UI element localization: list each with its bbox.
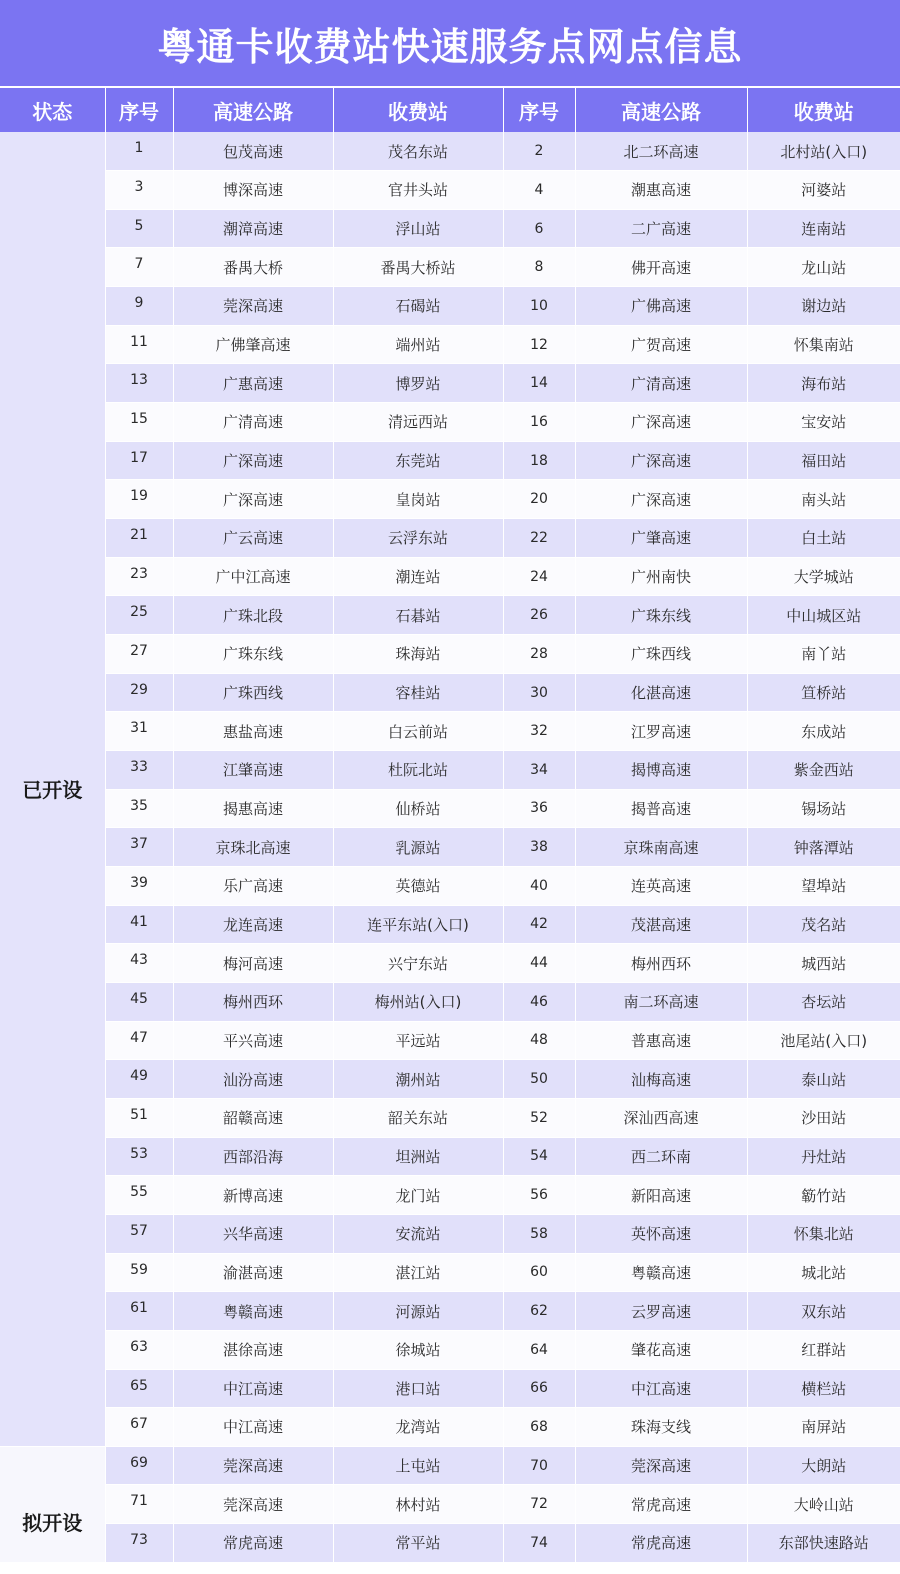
row-highway-right: 广珠东线 (575, 596, 747, 635)
table-row (0, 905, 900, 944)
table-row (0, 866, 900, 905)
row-station-right: 紫金西站 (747, 751, 900, 790)
row-number-right: 72 (503, 1485, 575, 1524)
row-highway-left: 梅河高速 (173, 944, 333, 983)
table-row (0, 1485, 900, 1524)
row-highway-left: 江肇高速 (173, 751, 333, 790)
row-highway-right: 广佛高速 (575, 287, 747, 326)
row-highway-right: 云罗高速 (575, 1292, 747, 1331)
row-station-right: 宝安站 (747, 403, 900, 442)
table-row (0, 828, 900, 867)
row-station-left: 韶关东站 (333, 1098, 503, 1137)
row-number-right: 70 (503, 1446, 575, 1485)
row-station-left: 东莞站 (333, 441, 503, 480)
row-highway-left: 莞深高速 (173, 287, 333, 326)
row-station-right: 泰山站 (747, 1060, 900, 1099)
table-row (0, 1214, 900, 1253)
row-number-right: 58 (503, 1214, 575, 1253)
row-number-left: 21 (105, 519, 173, 558)
row-number-right: 8 (503, 248, 575, 287)
row-number-right: 2 (503, 132, 575, 171)
header-number-left: 序号 (105, 88, 173, 132)
row-number-right: 50 (503, 1060, 575, 1099)
row-number-right: 42 (503, 905, 575, 944)
row-highway-right: 广深高速 (575, 441, 747, 480)
row-number-left: 59 (105, 1253, 173, 1292)
row-station-right: 沙田站 (747, 1098, 900, 1137)
row-number-right: 20 (503, 480, 575, 519)
row-station-right: 双东站 (747, 1292, 900, 1331)
row-station-left: 湛江站 (333, 1253, 503, 1292)
table-row (0, 1137, 900, 1176)
row-station-right: 大岭山站 (747, 1485, 900, 1524)
status-open: 已开设 (0, 132, 105, 1446)
row-number-right: 12 (503, 325, 575, 364)
row-station-left: 林村站 (333, 1485, 503, 1524)
row-station-left: 常平站 (333, 1524, 503, 1563)
row-highway-left: 渝湛高速 (173, 1253, 333, 1292)
row-highway-right: 深汕西高速 (575, 1098, 747, 1137)
row-number-left: 31 (105, 712, 173, 751)
table-row (0, 673, 900, 712)
table-row (0, 789, 900, 828)
row-number-left: 43 (105, 944, 173, 983)
row-highway-left: 韶赣高速 (173, 1098, 333, 1137)
row-number-left: 9 (105, 287, 173, 326)
row-number-left: 57 (105, 1214, 173, 1253)
table-row (0, 1292, 900, 1331)
table-row (0, 557, 900, 596)
row-number-left: 71 (105, 1485, 173, 1524)
row-highway-left: 广珠北段 (173, 596, 333, 635)
table-body (0, 132, 900, 1562)
row-number-left: 61 (105, 1292, 173, 1331)
row-highway-left: 广惠高速 (173, 364, 333, 403)
row-number-right: 22 (503, 519, 575, 558)
row-station-right: 南屏站 (747, 1408, 900, 1447)
row-station-left: 连平东站(入口) (333, 905, 503, 944)
row-station-left: 英德站 (333, 866, 503, 905)
header-number-right: 序号 (503, 88, 575, 132)
row-highway-left: 粤赣高速 (173, 1292, 333, 1331)
row-highway-left: 广珠西线 (173, 673, 333, 712)
row-station-left: 杜阮北站 (333, 751, 503, 790)
row-highway-left: 莞深高速 (173, 1485, 333, 1524)
row-highway-left: 梅州西环 (173, 982, 333, 1021)
header-highway-right: 高速公路 (575, 88, 747, 132)
row-highway-right: 南二环高速 (575, 982, 747, 1021)
table-row (0, 751, 900, 790)
row-highway-left: 兴华高速 (173, 1214, 333, 1253)
status-planned: 拟开设 (0, 1446, 105, 1562)
table-row (0, 944, 900, 983)
row-highway-right: 江罗高速 (575, 712, 747, 751)
table-row (0, 1524, 900, 1563)
row-number-left: 67 (105, 1408, 173, 1447)
row-station-right: 东成站 (747, 712, 900, 751)
row-highway-right: 广州南快 (575, 557, 747, 596)
table-row (0, 1446, 900, 1485)
row-highway-right: 西二环南 (575, 1137, 747, 1176)
row-highway-right: 广深高速 (575, 403, 747, 442)
row-highway-left: 乐广高速 (173, 866, 333, 905)
row-station-left: 龙湾站 (333, 1408, 503, 1447)
row-highway-left: 番禺大桥 (173, 248, 333, 287)
row-highway-left: 中江高速 (173, 1369, 333, 1408)
row-number-left: 47 (105, 1021, 173, 1060)
table-row (0, 403, 900, 442)
row-number-right: 16 (503, 403, 575, 442)
table-row (0, 248, 900, 287)
row-highway-right: 连英高速 (575, 866, 747, 905)
row-station-right: 北村站(入口) (747, 132, 900, 171)
table-row (0, 209, 900, 248)
table-row (0, 480, 900, 519)
row-number-left: 25 (105, 596, 173, 635)
row-number-left: 41 (105, 905, 173, 944)
row-highway-left: 莞深高速 (173, 1446, 333, 1485)
row-highway-right: 化湛高速 (575, 673, 747, 712)
row-number-right: 18 (503, 441, 575, 480)
row-station-right: 大朗站 (747, 1446, 900, 1485)
row-number-left: 37 (105, 828, 173, 867)
row-number-right: 14 (503, 364, 575, 403)
row-number-right: 62 (503, 1292, 575, 1331)
row-highway-right: 中江高速 (575, 1369, 747, 1408)
table-row (0, 364, 900, 403)
row-station-right: 池尾站(入口) (747, 1021, 900, 1060)
row-station-left: 博罗站 (333, 364, 503, 403)
row-highway-left: 新博高速 (173, 1176, 333, 1215)
row-station-left: 石碣站 (333, 287, 503, 326)
row-station-right: 南丫站 (747, 635, 900, 674)
row-number-left: 49 (105, 1060, 173, 1099)
row-station-right: 龙山站 (747, 248, 900, 287)
row-highway-left: 广珠东线 (173, 635, 333, 674)
row-station-right: 茂名站 (747, 905, 900, 944)
row-station-left: 坦洲站 (333, 1137, 503, 1176)
table-row (0, 1253, 900, 1292)
row-highway-right: 常虎高速 (575, 1485, 747, 1524)
row-station-right: 怀集北站 (747, 1214, 900, 1253)
row-highway-right: 揭博高速 (575, 751, 747, 790)
service-point-table (0, 88, 900, 1563)
row-station-right: 杏坛站 (747, 982, 900, 1021)
row-highway-left: 汕汾高速 (173, 1060, 333, 1099)
row-highway-left: 湛徐高速 (173, 1330, 333, 1369)
row-highway-right: 广清高速 (575, 364, 747, 403)
row-number-left: 29 (105, 673, 173, 712)
table-row (0, 1176, 900, 1215)
row-station-left: 端州站 (333, 325, 503, 364)
row-number-right: 52 (503, 1098, 575, 1137)
row-station-right: 钟落潭站 (747, 828, 900, 867)
row-highway-right: 北二环高速 (575, 132, 747, 171)
row-highway-left: 西部沿海 (173, 1137, 333, 1176)
row-highway-left: 京珠北高速 (173, 828, 333, 867)
table-row (0, 1021, 900, 1060)
row-number-left: 55 (105, 1176, 173, 1215)
row-highway-left: 广云高速 (173, 519, 333, 558)
table-row (0, 171, 900, 210)
header-highway-left: 高速公路 (173, 88, 333, 132)
table-row (0, 519, 900, 558)
row-number-right: 32 (503, 712, 575, 751)
table-row (0, 712, 900, 751)
table-row (0, 1408, 900, 1447)
row-station-right: 谢边站 (747, 287, 900, 326)
row-highway-right: 珠海支线 (575, 1408, 747, 1447)
row-station-left: 浮山站 (333, 209, 503, 248)
row-number-right: 56 (503, 1176, 575, 1215)
row-highway-right: 京珠南高速 (575, 828, 747, 867)
row-station-left: 徐城站 (333, 1330, 503, 1369)
row-station-right: 中山城区站 (747, 596, 900, 635)
header-station-right: 收费站 (747, 88, 900, 132)
row-station-right: 白土站 (747, 519, 900, 558)
row-station-left: 河源站 (333, 1292, 503, 1331)
row-number-right: 24 (503, 557, 575, 596)
row-station-left: 容桂站 (333, 673, 503, 712)
row-number-left: 1 (105, 132, 173, 171)
row-number-left: 7 (105, 248, 173, 287)
row-number-right: 30 (503, 673, 575, 712)
row-number-right: 68 (503, 1408, 575, 1447)
row-station-right: 福田站 (747, 441, 900, 480)
row-station-left: 平远站 (333, 1021, 503, 1060)
row-station-left: 番禺大桥站 (333, 248, 503, 287)
row-highway-left: 龙连高速 (173, 905, 333, 944)
row-number-right: 44 (503, 944, 575, 983)
row-number-left: 39 (105, 866, 173, 905)
row-station-right: 河婆站 (747, 171, 900, 210)
row-number-right: 10 (503, 287, 575, 326)
row-station-right: 城北站 (747, 1253, 900, 1292)
row-number-right: 4 (503, 171, 575, 210)
row-highway-left: 博深高速 (173, 171, 333, 210)
row-station-right: 连南站 (747, 209, 900, 248)
row-highway-right: 粤赣高速 (575, 1253, 747, 1292)
table-row (0, 287, 900, 326)
row-number-left: 69 (105, 1446, 173, 1485)
row-station-left: 上屯站 (333, 1446, 503, 1485)
row-station-left: 安流站 (333, 1214, 503, 1253)
row-number-right: 36 (503, 789, 575, 828)
row-highway-left: 惠盐高速 (173, 712, 333, 751)
row-station-left: 梅州站(入口) (333, 982, 503, 1021)
row-highway-right: 广贺高速 (575, 325, 747, 364)
table-row (0, 132, 900, 171)
row-station-left: 官井头站 (333, 171, 503, 210)
row-station-right: 东部快速路站 (747, 1524, 900, 1563)
row-highway-right: 佛开高速 (575, 248, 747, 287)
row-station-left: 仙桥站 (333, 789, 503, 828)
table-row (0, 1060, 900, 1099)
table-row (0, 982, 900, 1021)
row-station-left: 乳源站 (333, 828, 503, 867)
row-station-right: 簕竹站 (747, 1176, 900, 1215)
row-station-left: 珠海站 (333, 635, 503, 674)
row-number-right: 40 (503, 866, 575, 905)
row-number-right: 74 (503, 1524, 575, 1563)
row-highway-right: 新阳高速 (575, 1176, 747, 1215)
row-station-right: 笪桥站 (747, 673, 900, 712)
row-station-right: 南头站 (747, 480, 900, 519)
row-highway-right: 潮惠高速 (575, 171, 747, 210)
row-highway-left: 广清高速 (173, 403, 333, 442)
row-highway-right: 普惠高速 (575, 1021, 747, 1060)
row-number-left: 19 (105, 480, 173, 519)
row-number-right: 38 (503, 828, 575, 867)
table-row (0, 1330, 900, 1369)
row-highway-right: 肇花高速 (575, 1330, 747, 1369)
row-highway-left: 中江高速 (173, 1408, 333, 1447)
row-station-left: 石碁站 (333, 596, 503, 635)
row-station-right: 红群站 (747, 1330, 900, 1369)
row-station-right: 锡场站 (747, 789, 900, 828)
row-number-left: 27 (105, 635, 173, 674)
row-station-left: 白云前站 (333, 712, 503, 751)
row-number-left: 3 (105, 171, 173, 210)
row-highway-right: 莞深高速 (575, 1446, 747, 1485)
table-row (0, 1098, 900, 1137)
row-station-left: 港口站 (333, 1369, 503, 1408)
table-row (0, 325, 900, 364)
row-number-right: 46 (503, 982, 575, 1021)
row-number-right: 28 (503, 635, 575, 674)
row-highway-left: 常虎高速 (173, 1524, 333, 1563)
table-row (0, 596, 900, 635)
row-highway-left: 广深高速 (173, 441, 333, 480)
row-highway-left: 广深高速 (173, 480, 333, 519)
row-station-right: 望埠站 (747, 866, 900, 905)
row-highway-right: 汕梅高速 (575, 1060, 747, 1099)
table-row (0, 441, 900, 480)
row-station-left: 清远西站 (333, 403, 503, 442)
row-number-left: 11 (105, 325, 173, 364)
row-highway-left: 潮漳高速 (173, 209, 333, 248)
row-number-left: 33 (105, 751, 173, 790)
row-number-right: 48 (503, 1021, 575, 1060)
row-station-right: 横栏站 (747, 1369, 900, 1408)
table-row (0, 1369, 900, 1408)
row-highway-right: 英怀高速 (575, 1214, 747, 1253)
row-station-right: 城西站 (747, 944, 900, 983)
row-highway-right: 常虎高速 (575, 1524, 747, 1563)
table-row (0, 635, 900, 674)
row-station-left: 茂名东站 (333, 132, 503, 171)
row-number-left: 53 (105, 1137, 173, 1176)
row-number-left: 63 (105, 1330, 173, 1369)
row-highway-right: 广肇高速 (575, 519, 747, 558)
row-highway-right: 广珠西线 (575, 635, 747, 674)
row-number-right: 26 (503, 596, 575, 635)
header-status: 状态 (0, 88, 105, 132)
row-highway-right: 揭普高速 (575, 789, 747, 828)
row-highway-right: 广深高速 (575, 480, 747, 519)
row-number-left: 73 (105, 1524, 173, 1563)
row-number-right: 34 (503, 751, 575, 790)
row-highway-right: 梅州西环 (575, 944, 747, 983)
row-number-right: 66 (503, 1369, 575, 1408)
row-station-right: 大学城站 (747, 557, 900, 596)
row-station-left: 龙门站 (333, 1176, 503, 1215)
row-highway-left: 广中江高速 (173, 557, 333, 596)
row-number-left: 35 (105, 789, 173, 828)
table-header-row (0, 88, 900, 132)
row-number-left: 15 (105, 403, 173, 442)
row-highway-left: 包茂高速 (173, 132, 333, 171)
row-station-left: 云浮东站 (333, 519, 503, 558)
page-title: 粤通卡收费站快速服务点网点信息 (0, 0, 900, 88)
row-highway-right: 茂湛高速 (575, 905, 747, 944)
row-number-left: 51 (105, 1098, 173, 1137)
row-highway-left: 平兴高速 (173, 1021, 333, 1060)
row-station-left: 潮州站 (333, 1060, 503, 1099)
row-number-left: 5 (105, 209, 173, 248)
row-station-right: 丹灶站 (747, 1137, 900, 1176)
row-number-right: 60 (503, 1253, 575, 1292)
row-number-left: 45 (105, 982, 173, 1021)
row-number-left: 23 (105, 557, 173, 596)
row-number-right: 6 (503, 209, 575, 248)
header-station-left: 收费站 (333, 88, 503, 132)
row-station-right: 海布站 (747, 364, 900, 403)
row-number-right: 64 (503, 1330, 575, 1369)
row-number-left: 13 (105, 364, 173, 403)
row-station-left: 兴宁东站 (333, 944, 503, 983)
row-station-left: 潮连站 (333, 557, 503, 596)
row-number-left: 17 (105, 441, 173, 480)
row-highway-right: 二广高速 (575, 209, 747, 248)
row-station-right: 怀集南站 (747, 325, 900, 364)
row-station-left: 皇岗站 (333, 480, 503, 519)
row-number-right: 54 (503, 1137, 575, 1176)
row-highway-left: 揭惠高速 (173, 789, 333, 828)
row-number-left: 65 (105, 1369, 173, 1408)
row-highway-left: 广佛肇高速 (173, 325, 333, 364)
